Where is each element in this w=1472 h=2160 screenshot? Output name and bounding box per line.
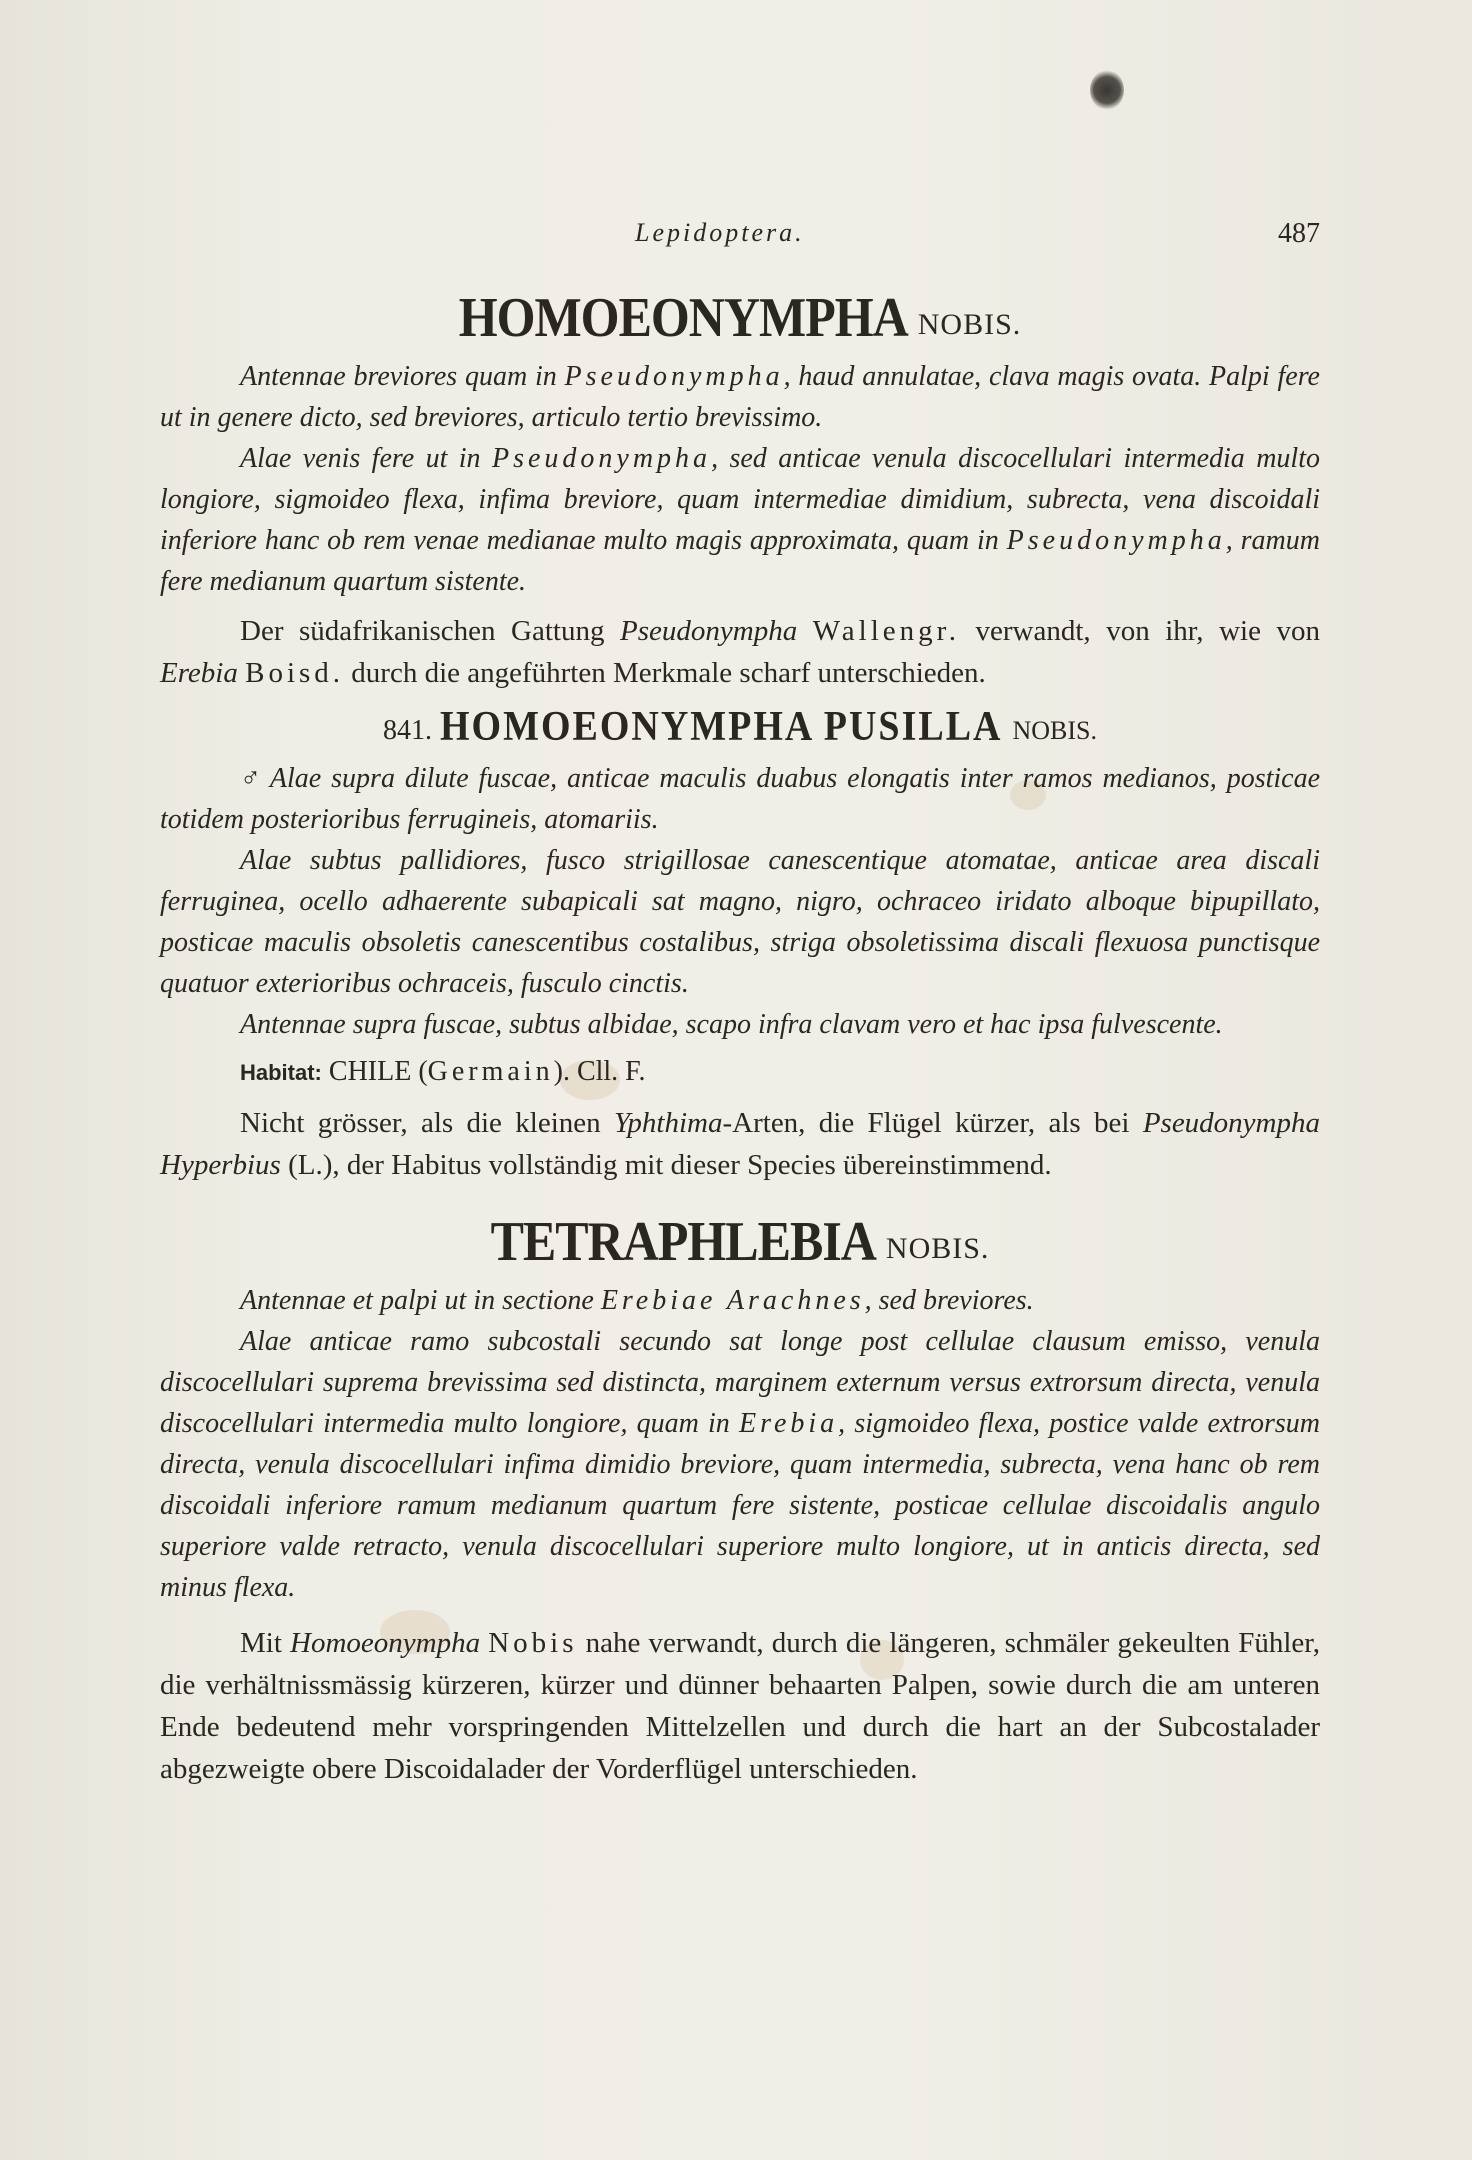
latin-paragraph <box>160 356 1320 438</box>
text-run: Alae venis fere ut in <box>240 443 492 474</box>
genus-ref: Yphthima <box>613 1107 723 1139</box>
genus-ref: Pseudonympha <box>564 361 784 392</box>
author-ref: Boisd. <box>245 657 345 689</box>
collector-ref: Germain <box>427 1056 554 1087</box>
species-name: HOMOEONYMPHA PUSILLA <box>439 703 1003 751</box>
text-run: Der südafrikanischen Gattung <box>240 615 621 647</box>
genus-ref: Pseudonympha <box>1006 525 1226 556</box>
genus-ref: Erebia <box>160 657 238 689</box>
text-run: CHILE ( <box>328 1056 428 1087</box>
genus-name: HOMOEONYMPHA <box>458 285 908 349</box>
text-run <box>480 1627 488 1659</box>
page-number: 487 <box>1278 218 1320 249</box>
text-run <box>797 615 813 647</box>
text-run: , sigmoideo flexa, postice valde extrorsum directa, venula discocellulari infima dimidio breviore, quam intermedia, subrecta, vena hanc ob rem discoidali inferiore ramum medianum quartum fere sistente, posticae cellulae discoidalis angulo superiore valde retracto, venula discocellulari superiore multo longiore, ut in anticis directa, sed minus flexa. <box>160 1408 1321 1603</box>
latin-paragraph <box>160 438 1320 602</box>
text-run: Alae supra dilute fuscae, anticae maculis duabus elongatis inter ramos medianos, posticae totidem posterioribus ferrugineis, atomariis. <box>160 763 1320 835</box>
text-run: Antennae et palpi ut in sectione <box>240 1285 601 1316</box>
genus-ref: Pseudonympha <box>491 443 712 474</box>
genus-heading <box>160 285 1320 349</box>
text-run: Alae subtus pallidiores, fusco strigillosae canescentique atomatae, anticae area discali ferruginea, ocello adhaerente subapicali sat magno, nigro, ochraceo iridato alboque bipupillato, posticae maculis obsoletis canescentibus costalibus, striga obsoletissima discali flexuosa punctisque quatuor exterioribus ochraceis, fusculo cinctis. <box>160 845 1320 999</box>
running-title: Lepidoptera. <box>635 218 805 247</box>
species-author: NOBIS. <box>1012 716 1098 745</box>
text-run: verwandt, von ihr, wie von <box>959 615 1321 647</box>
text-run: nahe verwandt, durch die längeren, schmäler gekeulten Fühler, die verhältnissmässig kürzeren, kürzer und dünner behaarten Palpen, sowie durch die am unteren Ende bedeutend mehr vorspringenden Mittelzellen und durch die hart an der Subcostalader abgezweigte obere Discoidalader der Vorderflügel unterschieden. <box>160 1627 1320 1785</box>
text-run: Mit <box>240 1627 291 1659</box>
genus-name: TETRAPHLEBIA <box>490 1209 876 1273</box>
genus-heading <box>160 1209 1320 1273</box>
text-run: ). Cll. F. <box>553 1056 646 1087</box>
habitat-label: Habitat: <box>240 1060 322 1085</box>
genus-author: NOBIS. <box>917 308 1022 341</box>
german-paragraph <box>160 1102 1320 1186</box>
genus-ref: Erebia <box>738 1408 839 1439</box>
male-symbol-icon: ♂ <box>240 763 264 794</box>
latin-paragraph <box>160 758 1320 840</box>
genus-ref: Pseudonympha <box>620 615 798 647</box>
text-run: , sed breviores. <box>864 1285 1034 1316</box>
running-head <box>160 218 1320 262</box>
german-paragraph <box>160 610 1320 694</box>
ink-smudge <box>1090 70 1124 110</box>
latin-paragraph <box>160 1321 1320 1608</box>
species-ref: Pseudonympha Hyperbius <box>160 1107 1320 1181</box>
latin-paragraph <box>160 1004 1320 1045</box>
habitat-line <box>160 1051 1320 1094</box>
genus-ref: Erebiae Arachnes <box>600 1285 865 1316</box>
text-run: Alae anticae ramo subcostali secundo sat longe post cellulae clausum emisso, venula discocellulari suprema brevissima sed distincta, marginem externum versus extrorsum directa, venula discocellulari intermedia multo longiore, quam in <box>160 1326 1320 1439</box>
text-run: -Arten, die Flügel kürzer, als bei <box>722 1107 1143 1139</box>
species-number: 841. <box>382 715 432 746</box>
text-run: Nicht grösser, als die kleinen <box>240 1107 614 1139</box>
text-run: , sed anticae venula discocellulari intermedia multo longiore, sigmoideo flexa, infima breviore, quam intermediae dimidium, subrecta, vena discoidali inferiore hanc ob rem venae medianae multo magis approximata, quam in <box>160 443 1320 556</box>
german-paragraph <box>160 1622 1320 1790</box>
page-content <box>160 218 1320 1790</box>
latin-paragraph <box>160 840 1320 1004</box>
text-run: , haud annulatae, clava magis ovata. Palpi fere ut in genere dicto, sed breviores, articulo tertio brevissimo. <box>160 361 1320 433</box>
author-ref: Nobis <box>488 1627 578 1659</box>
species-heading <box>160 703 1320 751</box>
author-ref: Wallengr. <box>812 615 960 647</box>
text-run: , ramum fere medianum quartum sistente. <box>160 525 1320 597</box>
genus-ref: Homoeonympha <box>290 1627 481 1659</box>
text-run: Antennae supra fuscae, subtus albidae, scapo infra clavam vero et hac ipsa fulvescente. <box>240 1009 1223 1040</box>
latin-paragraph <box>160 1280 1320 1321</box>
text-run: durch die angeführten Merkmale scharf unterschieden. <box>344 657 986 689</box>
text-run: Antennae breviores quam in <box>240 361 565 392</box>
genus-author: NOBIS. <box>885 1232 990 1265</box>
text-run: (L.), der Habitus vollständig mit dieser Species übereinstimmend. <box>280 1149 1052 1181</box>
